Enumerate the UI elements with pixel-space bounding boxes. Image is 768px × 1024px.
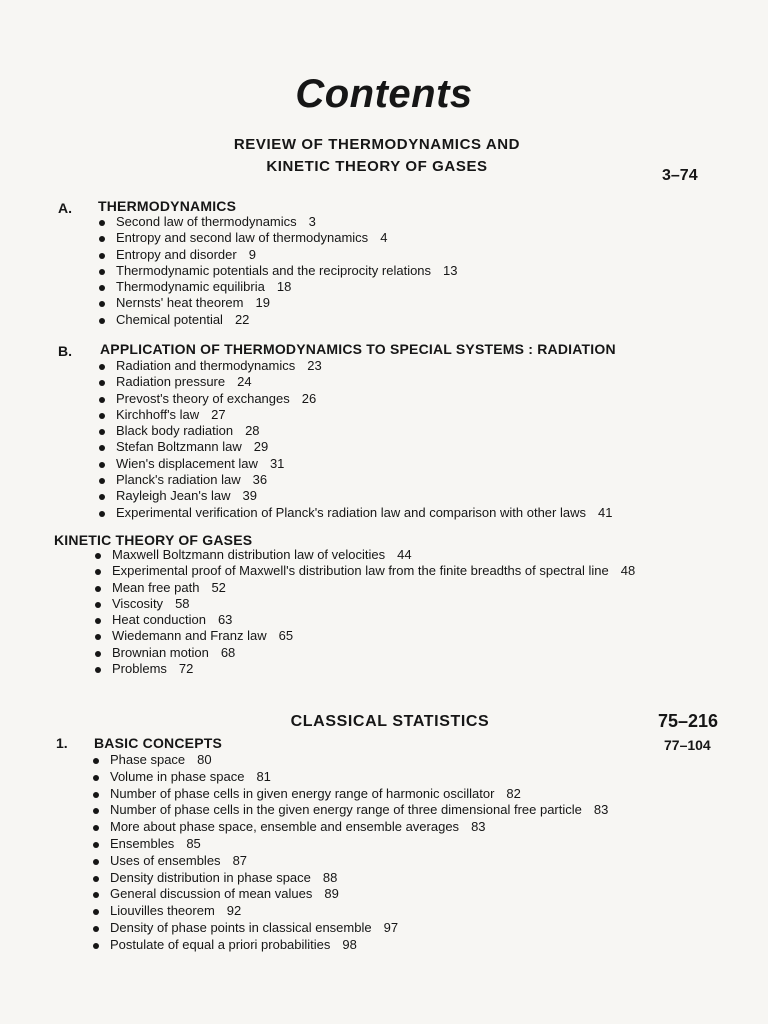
entry-title: Planck's radiation law: [116, 472, 241, 488]
part1-title-line1: REVIEW OF THERMODYNAMICS AND: [233, 136, 521, 153]
page-title: Contents: [295, 72, 473, 116]
part2-title: CLASSICAL STATISTICS: [290, 713, 490, 730]
bullet-icon: [93, 859, 99, 865]
toc-entry: [90, 819, 608, 836]
entry-page: 89: [324, 886, 339, 902]
entry-page: 18: [276, 279, 292, 295]
bullet-icon: [99, 445, 105, 451]
entry-page: 98: [342, 936, 357, 952]
toc-entry: [96, 279, 458, 295]
toc-entry: [96, 407, 612, 423]
bullet-icon: [99, 478, 105, 484]
toc-entry: [90, 937, 608, 954]
entry-title: Entropy and second law of thermodynamics: [116, 230, 369, 246]
toc-entry: [96, 439, 612, 455]
toc-entry: [90, 853, 608, 870]
bullet-icon: [95, 634, 101, 640]
section-kinetic-title: KINETIC THEORY OF GASES: [54, 532, 253, 548]
section-b-letter: B.: [58, 343, 72, 359]
entry-page: 24: [237, 374, 252, 390]
entry-title: Thermodynamic equilibria: [116, 279, 265, 295]
bullet-icon: [99, 253, 105, 259]
section-b-list: [96, 358, 612, 521]
bullet-icon: [93, 909, 99, 915]
toc-entry: [90, 752, 608, 769]
part1-title: [0, 134, 754, 178]
toc-entry: [92, 645, 635, 661]
toc-entry: [96, 488, 612, 504]
entry-page: 81: [256, 768, 271, 784]
entry-page: 83: [593, 802, 609, 818]
entry-title: Volume in phase space: [110, 768, 245, 784]
bullet-icon: [93, 792, 99, 798]
part2-page-range: 75–216: [658, 711, 719, 731]
toc-entry: [96, 374, 612, 390]
entry-page: 29: [253, 439, 269, 455]
entry-page: 52: [211, 579, 226, 595]
toc-entry: [90, 836, 608, 853]
part1-title-line2: KINETIC THEORY OF GASES: [266, 158, 488, 175]
toc-entry: [96, 247, 458, 263]
entry-title: Stefan Boltzmann law: [116, 439, 242, 455]
bullet-icon: [93, 943, 99, 949]
entry-page: 22: [234, 311, 250, 327]
section-1-number: 1.: [56, 735, 68, 751]
section-b-title: APPLICATION OF THERMODYNAMICS TO SPECIAL SYSTEMS : RADIATION: [100, 341, 616, 357]
bullet-icon: [95, 553, 101, 559]
entry-page: 36: [252, 472, 268, 488]
bullet-icon: [99, 380, 105, 386]
entry-title: Problems: [112, 661, 167, 677]
entry-page: 48: [620, 563, 636, 579]
toc-entry: [92, 580, 635, 596]
section-a-title: THERMODYNAMICS: [98, 198, 237, 214]
entry-page: 28: [245, 423, 260, 439]
entry-page: 41: [597, 504, 613, 520]
bullet-icon: [93, 926, 99, 932]
bullet-icon: [99, 462, 105, 468]
bullet-icon: [95, 602, 101, 608]
entry-page: 44: [397, 547, 412, 562]
entry-title: Liouvilles theorem: [110, 903, 215, 919]
section-1-page-range: 77–104: [664, 737, 711, 753]
toc-entry: [96, 312, 458, 328]
entry-title: Second law of thermodynamics: [116, 214, 297, 229]
entry-page: 58: [175, 595, 190, 611]
section-kinetic-list: [92, 547, 635, 677]
entry-title: Kirchhoff's law: [116, 406, 200, 422]
entry-page: 23: [307, 358, 322, 373]
bullet-icon: [93, 892, 99, 898]
bullet-icon: [99, 285, 105, 291]
toc-entry: [96, 391, 612, 407]
toc-entry: [90, 769, 608, 786]
entry-title: Maxwell Boltzmann distribution law of velocities: [112, 547, 386, 562]
entry-title: Radiation pressure: [116, 374, 226, 390]
toc-entry: [96, 230, 458, 246]
entry-page: 63: [217, 612, 233, 628]
entry-page: 80: [197, 752, 212, 767]
entry-page: 3: [308, 214, 316, 229]
entry-title: Number of phase cells in the given energy range of three dimensional free particle: [110, 802, 582, 818]
entry-page: 68: [220, 644, 236, 660]
entry-title: Thermodynamic potentials and the reciprocity relations: [116, 262, 432, 278]
entry-title: Nernsts' heat theorem: [116, 295, 244, 311]
entry-page: 92: [226, 903, 242, 919]
entry-page: 97: [383, 919, 399, 935]
bullet-icon: [99, 364, 105, 370]
toc-entry: [90, 870, 608, 887]
entry-title: Radiation and thermodynamics: [116, 358, 296, 373]
toc-entry: [92, 661, 635, 677]
part1-page-range: 3–74: [662, 167, 698, 184]
section-1-list: [90, 752, 608, 954]
entry-title: Black body radiation: [116, 423, 234, 439]
toc-entry: [90, 886, 608, 903]
entry-title: Heat conduction: [112, 612, 206, 628]
entry-title: Ensembles: [110, 835, 175, 851]
entry-page: 39: [242, 488, 257, 504]
entry-page: 87: [232, 852, 248, 868]
entry-title: Rayleigh Jean's law: [116, 488, 231, 504]
toc-entry: [90, 786, 608, 803]
bullet-icon: [99, 269, 105, 275]
bullet-icon: [93, 876, 99, 882]
bullet-icon: [99, 397, 105, 403]
section-a-letter: A.: [58, 200, 72, 216]
bullet-icon: [99, 318, 105, 324]
entry-title: Prevost's theory of exchanges: [116, 390, 290, 406]
toc-entry: [92, 628, 635, 644]
bullet-icon: [93, 758, 99, 764]
bullet-icon: [93, 808, 99, 814]
entry-title: Entropy and disorder: [116, 246, 237, 262]
entry-title: Experimental verification of Planck's radiation law and comparison with other laws: [116, 504, 586, 520]
entry-title: Brownian motion: [112, 644, 209, 660]
bullet-icon: [93, 842, 99, 848]
entry-title: More about phase space, ensemble and ensemble averages: [110, 819, 460, 835]
entry-page: 82: [506, 785, 521, 801]
entry-page: 88: [322, 869, 338, 885]
bullet-icon: [95, 586, 101, 592]
bullet-icon: [95, 569, 101, 575]
toc-entry: [96, 295, 458, 311]
toc-entry: [92, 612, 635, 628]
entry-page: 9: [248, 246, 256, 262]
entry-title: Experimental proof of Maxwell's distribution law from the finite breadths of spectral line: [112, 563, 609, 579]
entry-page: 4: [380, 230, 388, 246]
entry-page: 65: [278, 628, 294, 644]
bullet-icon: [99, 236, 105, 242]
bullet-icon: [99, 413, 105, 419]
bullet-icon: [93, 775, 99, 781]
toc-entry: [92, 563, 635, 579]
entry-title: Phase space: [110, 752, 186, 767]
entry-title: Mean free path: [112, 579, 200, 595]
entry-page: 85: [186, 835, 201, 851]
bullet-icon: [95, 651, 101, 657]
bullet-icon: [99, 220, 105, 226]
toc-entry: [92, 596, 635, 612]
entry-page: 83: [471, 819, 486, 835]
bullet-icon: [95, 667, 101, 673]
toc-entry: [96, 214, 458, 230]
bullet-icon: [99, 301, 105, 307]
entry-title: Number of phase cells in given energy range of harmonic oscillator: [110, 785, 495, 801]
toc-entry: [96, 263, 458, 279]
entry-title: Density of phase points in classical ensemble: [110, 919, 372, 935]
toc-entry: [90, 920, 608, 937]
entry-page: 27: [211, 406, 226, 422]
entry-page: 19: [255, 295, 270, 311]
toc-entry: [96, 472, 612, 488]
toc-entry: [96, 505, 612, 521]
entry-title: General discussion of mean values: [110, 886, 313, 902]
bullet-icon: [99, 511, 105, 517]
entry-title: Density distribution in phase space: [110, 869, 311, 885]
entry-page: 26: [301, 390, 317, 406]
entry-title: Postulate of equal a priori probabilities: [110, 936, 331, 952]
toc-entry: [96, 358, 612, 374]
toc-entry: [96, 456, 612, 472]
toc-entry: [90, 802, 608, 819]
entry-page: 13: [443, 262, 458, 278]
entry-title: Wien's displacement law: [116, 455, 258, 471]
entry-page: 31: [269, 455, 285, 471]
bullet-icon: [95, 618, 101, 624]
toc-entry: [90, 903, 608, 920]
toc-entry: [92, 547, 635, 563]
entry-title: Chemical potential: [116, 311, 223, 327]
toc-entry: [96, 423, 612, 439]
bullet-icon: [99, 494, 105, 500]
section-a-list: [96, 214, 458, 328]
entry-title: Wiedemann and Franz law: [112, 628, 267, 644]
bullet-icon: [99, 429, 105, 435]
entry-title: Viscosity: [112, 595, 164, 611]
entry-title: Uses of ensembles: [110, 852, 221, 868]
bullet-icon: [93, 825, 99, 831]
section-1-title: BASIC CONCEPTS: [94, 735, 223, 751]
entry-page: 72: [178, 661, 194, 677]
